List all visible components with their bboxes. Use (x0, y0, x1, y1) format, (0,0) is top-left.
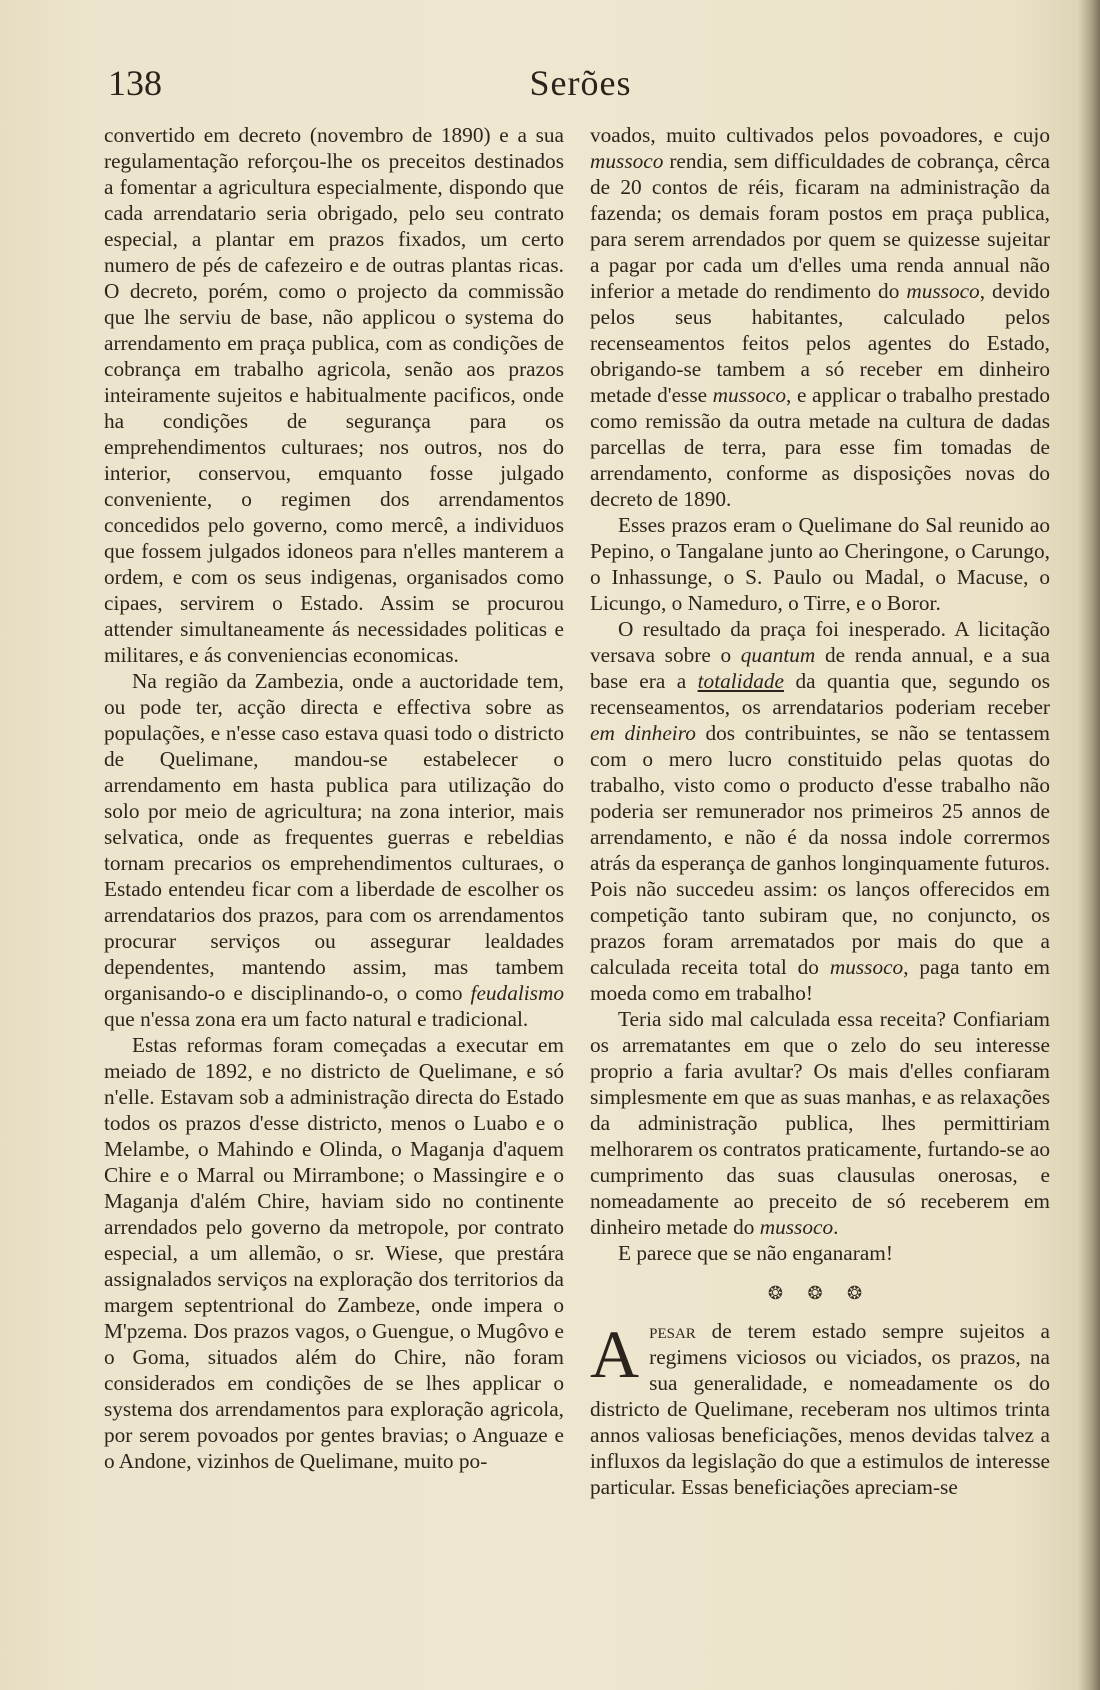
text-run: , e applicar o trabalho prestado como remissão da outra metade na cultura de dadas parcellas de terra, para esse fim tomadas de arrendamento, conforme as disposições novas do decreto de 1890. (590, 383, 1050, 511)
paragraph: convertido em decreto (novembro de 1890) e a sua regulamentação reforçou-lhe os preceitos destinados a fomentar a agricultura especialmente, dispondo que cada arrendatario seria obrigado, pelo seu contrato especial, a plantar em prazos fixados, um certo numero de pés de cafezeiro e de outras plantas ricas. O decreto, porém, como o projecto da commissão que lhe serviu de base, não applicou o systema do arrendamento em praça publica, com as condições de cobrança em trabalho agricola, senão aos prazos inteiramente sujeitos e habitualmente pacificos, onde ha condições de segurança para os emprehendimentos culturaes; nos outros, nos do interior, conservou, emquanto fosse julgado conveniente, o regimen dos arrendamentos concedidos pelo governo, como mercê, a individuos que fossem julgados idoneos para n'elles manterem a ordem, e com os seus indigenas, organisados como cipaes, servirem o Estado. Assim se procurou attender simultaneamente ás necessidades politicas e militares, e ás conveniencias economicas. (104, 123, 564, 667)
text-run: voados, muito cultivados pelos povoadores, e cujo (590, 123, 1050, 147)
right-column (590, 122, 1050, 1602)
italic-term: mussoco (590, 149, 664, 173)
paragraph (590, 1006, 1050, 1240)
text-run: , devido pelos seus habitantes, calculado pelos recenseamentos feitos pelos agentes do Estado, obrigando-se tambem a só receber em dinheiro metade d'esse (590, 279, 1050, 407)
small-caps-word: pesar (649, 1319, 696, 1343)
page-header (108, 62, 1053, 112)
italic-term: quantum (740, 643, 816, 667)
text-run: O resultado da praça foi inesperado. A licitação versava sobre o (590, 617, 1050, 667)
text-run: , paga tanto em moeda como em trabalho! (590, 955, 1050, 1005)
paragraph: Esses prazos eram o Quelimane do Sal reunido ao Pepino, o Tangalane junto ao Cheringone, o Carungo, o Inhassunge, o S. Paulo ou Madal, o Macuse, o Licungo, o Nameduro, o Tirre, e o Boror. (590, 513, 1050, 615)
paragraph: Estas reformas foram começadas a executar em meiado de 1892, e no districto de Quelimane, e só n'elle. Estavam sob a administração directa do Estado todos os prazos d'esse districto, menos o Luabo e o Melambe, o Mahindo e Olinda, o Maganja d'aquem Chire e o Marral ou Mirrambone; o Massingire e o Maganja d'além Chire, haviam sido no continente arrendados pelo governo da metropole, por contrato especial, a um allemão, o sr. Wiese, que prestára assignalados serviços na exploração dos territorios da margem septentrional do Zambeze, onde impera o M'pzema. Dos prazos vagos, o Guengue, o Mugôvo e o Goma, situados além do Chire, não foram considerados em condições de se lhes applicar o systema dos arrendamentos para exploração agricola, por serem povoados por gentes bravias; o Anguaze e o Andone, vizinhos de Quelimane, muito po- (104, 1033, 564, 1473)
paragraph (104, 668, 564, 1032)
running-title: Serões (529, 63, 632, 103)
section-ornament: ❂ ❂ ❂ (767, 1283, 873, 1303)
page-edge-shadow (1078, 0, 1100, 1690)
left-column (104, 122, 564, 1602)
page-number: 138 (108, 63, 162, 103)
text-run: que n'essa zona era um facto natural e tradicional. (104, 1007, 529, 1031)
text-run: de renda annual, e a sua base era a (590, 643, 1050, 693)
paragraph (590, 1318, 1050, 1500)
paragraph (590, 122, 1050, 512)
italic-term: totalidade (697, 669, 784, 693)
text-run: . (833, 1215, 839, 1239)
italic-term: mussoco (829, 955, 904, 979)
text-run: Na região da Zambezia, onde a auctoridade tem, ou pode ter, acção directa e effectiva sobre as populações, e n'esse caso estava quasi todo o districto de Quelimane, mandou-se estabelecer o arrendamento em hasta publica para utilização do solo por meio de agricultura; na zona interior, mais selvatica, onde as frequentes guerras e rebeldias tornam precarios os emprehendimentos culturaes, o Estado entendeu ficar com a liberdade de escolher os arrendatarios dos prazos, para com os arrendamentos procurar serviços ou assegurar lealdades dependentes, mantendo assim, mas tambem organisando-o e disciplinando-o, o como (104, 669, 564, 1005)
italic-term: mussoco (712, 383, 787, 407)
text-run: da quantia que, segundo os recenseamentos, os arrendatarios poderiam receber (590, 669, 1050, 719)
paragraph (590, 616, 1050, 1006)
drop-cap: A (590, 1316, 640, 1392)
text-run: Teria sido mal calculada essa receita? Confiariam os arrematantes em que o zelo do seu interesse proprio a faria avultar? Os mais d'elles confiaram simplesmente em que as suas manhas, e as relaxações da administração publica, lhes permittiriam melhorarem os contratos praticamente, furtando-se ao cumprimento das suas clausulas onerosas, e nomeadamente ao preceito de só receberem em dinheiro metade do (590, 1007, 1050, 1239)
text-run: rendia, sem difficuldades de cobrança, cêrca de 20 contos de réis, ficaram na administração da fazenda; os demais foram postos em praça publica, para serem arrendados por quem se quizesse sujeitar a pagar por cada um d'elles uma renda annual não inferior a metade do rendimento do (590, 149, 1050, 303)
italic-term: mussoco (906, 279, 980, 303)
text-run: dos contribuintes, se não se tentassem com o mero lucro constituido pelas quotas do trabalho, visto como o producto d'esse trabalho não poderia ser remunerador nos primeiros 25 annos de arrendamento, e não é da nossa indole corrermos atrás da esperança de ganhos longinquamente futuros. Pois não succedeu assim: os lanços offerecidos em competição tanto subiram que, no conjuncto, os prazos foram arrematados por mais do que a calculada receita total do (590, 721, 1050, 979)
paragraph: E parece que se não enganaram! (618, 1241, 893, 1265)
italic-term: feudalismo (470, 981, 564, 1005)
italic-term: mussoco (759, 1215, 834, 1239)
italic-term: em dinheiro (590, 721, 696, 745)
text-run: de terem estado sempre sujeitos a regimens viciosos ou viciados, os prazos, na sua generalidade, e nomeadamente os do districto de Quelimane, receberam nos ultimos trinta annos valiosas beneficiações, menos devidas talvez a influxos da legislação do que a estimulos de interesse particular. Essas beneficiações apreciam-se (590, 1319, 1050, 1499)
